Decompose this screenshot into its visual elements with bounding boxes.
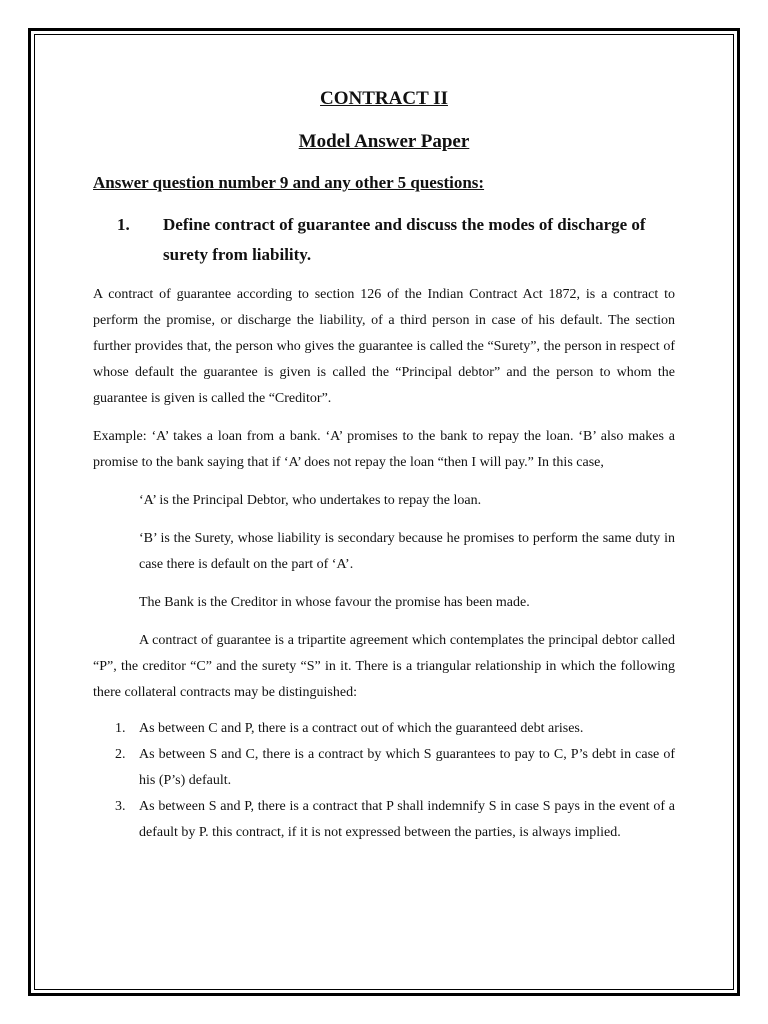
list-item-number: 2. bbox=[115, 747, 126, 762]
paragraph-principal-debtor: ‘A’ is the Principal Debtor, who undertakes to repay the loan. bbox=[139, 493, 482, 508]
list-item bbox=[93, 716, 675, 742]
document-subtitle: Model Answer Paper bbox=[298, 131, 470, 152]
collateral-contracts-list bbox=[93, 716, 675, 846]
paragraph-example: Example: ‘A’ takes a loan from a bank. ‘A’ promises to the bank to repay the loan. ‘B’ also makes a promise to the bank saying that if ‘A’ does not repay the loan “then I will pay.” In this case, bbox=[93, 429, 675, 470]
list-item-number: 1. bbox=[115, 721, 126, 736]
list-item bbox=[93, 794, 675, 846]
list-item-number: 3. bbox=[115, 799, 126, 814]
paragraph-tripartite: A contract of guarantee is a tripartite agreement which contemplates the principal debtor called “P”, the creditor “C” and the surety “S” in it. There is a triangular relationship in which the following there collateral contracts may be distinguished: bbox=[93, 633, 675, 700]
list-item bbox=[93, 742, 675, 794]
paragraph-creditor: The Bank is the Creditor in whose favour the promise has been made. bbox=[139, 595, 530, 610]
question-text: Define contract of guarantee and discuss the modes of discharge of surety from liability. bbox=[163, 215, 646, 264]
question-1 bbox=[93, 210, 675, 270]
question-number: 1. bbox=[117, 215, 130, 234]
paragraph-definition: A contract of guarantee according to section 126 of the Indian Contract Act 1872, is a contract to perform the promise, or discharge the liability, of a third person in case of his default. The section further provides that, the person who gives the guarantee is called the “Surety”, the person in respect of whose default the guarantee is given is called the “Principal debtor” and the person to whom the guarantee is given is called the “Creditor”. bbox=[93, 287, 675, 406]
list-item-text: As between C and P, there is a contract out of which the guaranteed debt arises. bbox=[139, 721, 584, 736]
list-item-text: As between S and P, there is a contract that P shall indemnify S in case S pays in the event of a default by P. this contract, if it is not expressed between the parties, is always implied. bbox=[139, 799, 675, 840]
list-item-text: As between S and C, there is a contract by which S guarantees to pay to C, P’s debt in case of his (P’s) default. bbox=[139, 747, 675, 788]
paragraph-surety: ‘B’ is the Surety, whose liability is secondary because he promises to perform the same duty in case there is default on the part of ‘A’. bbox=[139, 531, 675, 572]
document-content bbox=[93, 84, 675, 846]
exam-instruction: Answer question number 9 and any other 5 questions: bbox=[93, 173, 485, 192]
document-title: CONTRACT II bbox=[320, 88, 448, 109]
